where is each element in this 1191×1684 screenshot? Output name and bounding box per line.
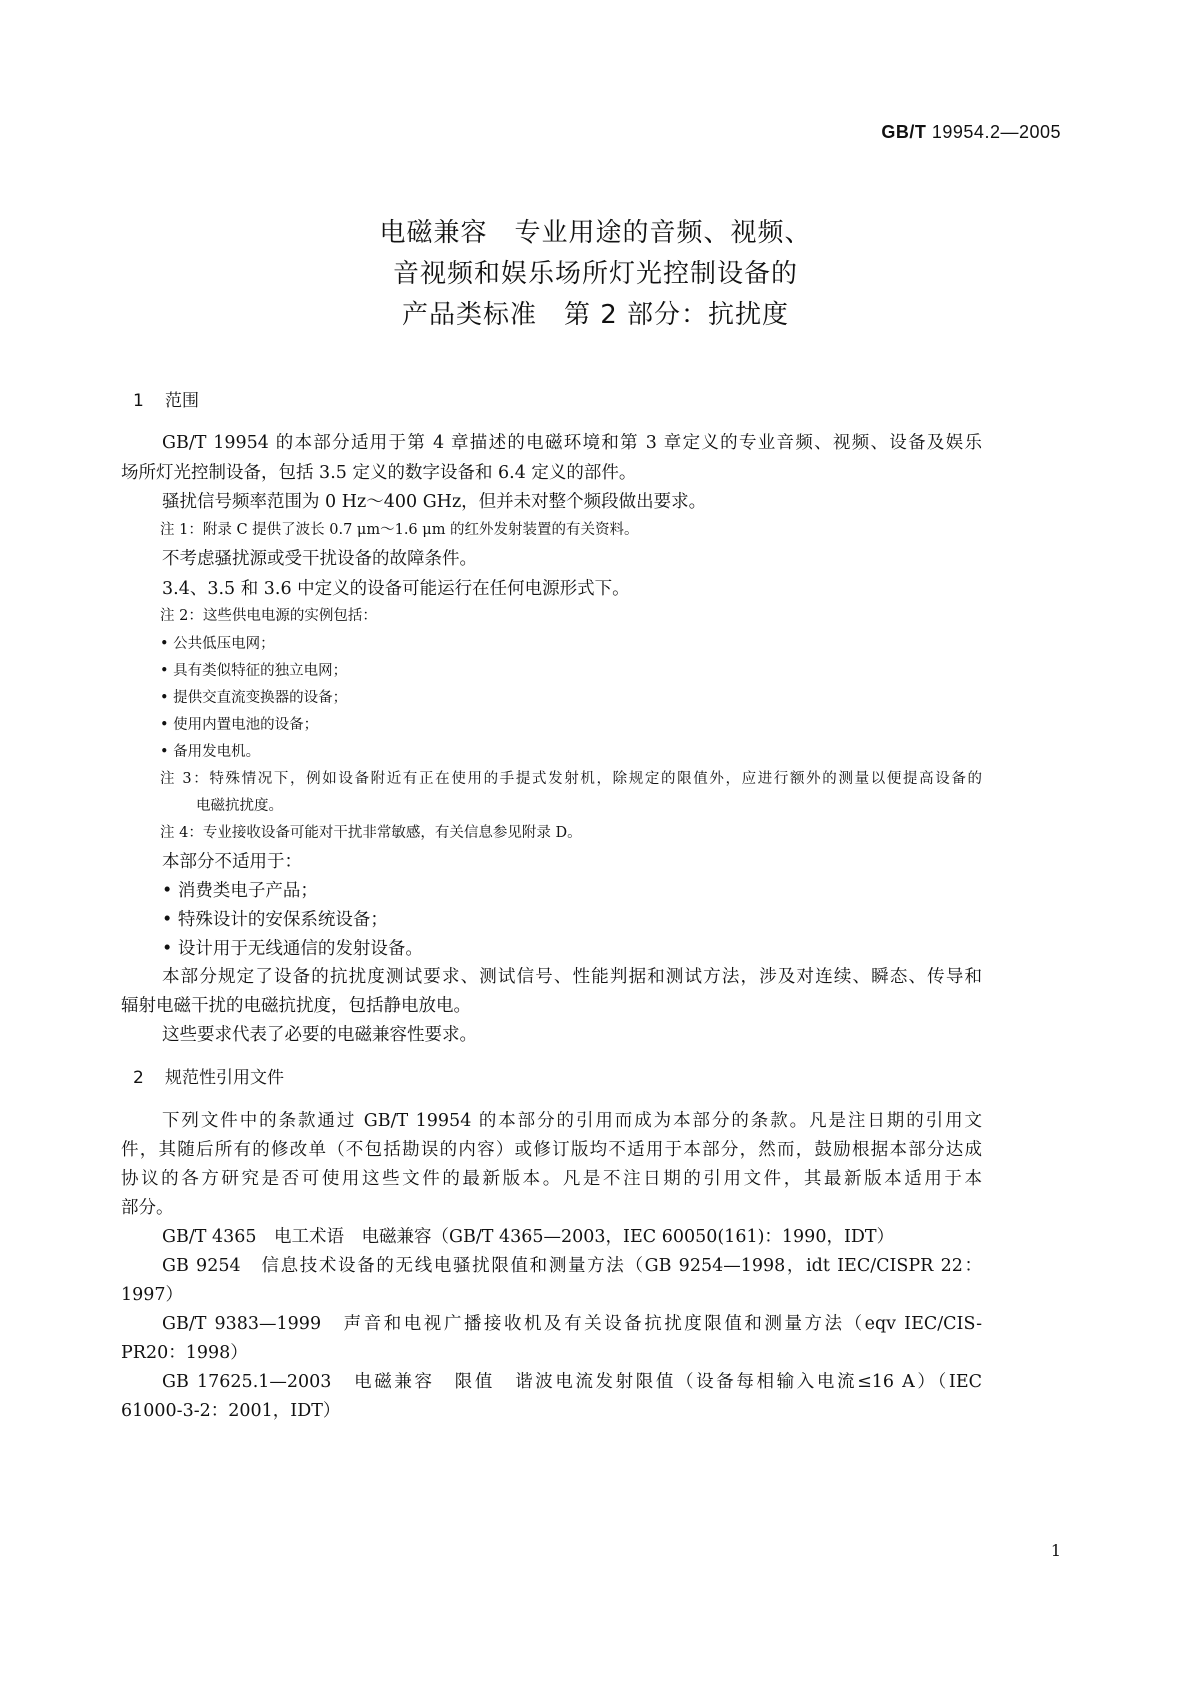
list-item: • 备用发电机。: [160, 744, 261, 760]
section-number: 2: [133, 1068, 144, 1088]
title-line-3: 产品类标准 第 2 部分：抗扰度: [401, 300, 790, 330]
document-number: [881, 122, 1061, 143]
section-number: 1: [133, 391, 144, 411]
list-item: • 特殊设计的安保系统设备；: [162, 910, 388, 930]
reference-item: 61000-3-2：2001，IDT）: [121, 1401, 341, 1421]
list-item: • 使用内置电池的设备；: [160, 717, 319, 733]
reference-item: PR20：1998）: [121, 1343, 248, 1363]
list-item: • 设计用于无线通信的发射设备。: [162, 939, 423, 959]
paragraph: 本部分规定了设备的抗扰度测试要求、测试信号、性能判据和测试方法，涉及对连续、瞬态、传导和: [162, 967, 982, 987]
section-title: 规范性引用文件: [165, 1068, 284, 1088]
paragraph: 不考虑骚扰源或受干扰设备的故障条件。: [162, 549, 477, 569]
standard-number: 19954.2—2005: [931, 122, 1061, 142]
section-2-heading: [133, 1063, 284, 1088]
page-number: 1: [1050, 1541, 1061, 1560]
paragraph: 这些要求代表了必要的电磁兼容性要求。: [162, 1025, 477, 1045]
title-line-2: 音视频和娱乐场所灯光控制设备的: [392, 259, 798, 289]
note: 注 3：特殊情况下，例如设备附近有正在使用的手提式发射机，除规定的限值外，应进行额外的测量以便提高设备的: [160, 771, 982, 787]
note: 注 4：专业接收设备可能对干扰非常敏感，有关信息参见附录 D。: [160, 825, 582, 841]
reference-item: GB/T 9383—1999 声音和电视广播接收机及有关设备抗扰度限值和测量方法（eqv IEC/CIS-: [162, 1314, 982, 1334]
paragraph: 件，其随后所有的修改单（不包括勘误的内容）或修订版均不适用于本部分，然而，鼓励根据本部分达成: [121, 1140, 982, 1160]
reference-item: GB 9254 信息技术设备的无线电骚扰限值和测量方法（GB 9254—1998，idt IEC/CISPR 22：: [162, 1256, 982, 1276]
paragraph: GB/T 19954 的本部分适用于第 4 章描述的电磁环境和第 3 章定义的专业音频、视频、设备及娱乐: [162, 433, 982, 453]
section-1-heading: [133, 386, 199, 411]
note: 注 2：这些供电电源的实例包括：: [160, 608, 377, 624]
reference-item: GB/T 4365 电工术语 电磁兼容（GB/T 4365—2003，IEC 60050(161)：1990，IDT）: [162, 1227, 895, 1247]
paragraph: 辐射电磁干扰的电磁抗扰度，包括静电放电。: [121, 996, 471, 1016]
title-line-1: 电磁兼容 专业用途的音频、视频、: [379, 218, 812, 248]
paragraph: 场所灯光控制设备，包括 3.5 定义的数字设备和 6.4 定义的部件。: [121, 463, 637, 483]
standard-code: GB/T: [881, 122, 927, 142]
list-item: • 公共低压电网；: [160, 636, 275, 652]
note: 注 1：附录 C 提供了波长 0.7 μm～1.6 μm 的红外发射装置的有关资料。: [160, 522, 639, 538]
list-item: • 提供交直流变换器的设备；: [160, 690, 348, 706]
reference-item: GB 17625.1—2003 电磁兼容 限值 谐波电流发射限值（设备每相输入电流≤16 A）（IEC: [162, 1372, 982, 1392]
paragraph: 3.4、3.5 和 3.6 中定义的设备可能运行在任何电源形式下。: [162, 579, 630, 599]
list-item: • 消费类电子产品；: [162, 881, 318, 901]
reference-item: 1997）: [121, 1285, 184, 1305]
list-item: • 具有类似特征的独立电网；: [160, 663, 348, 679]
note: 电磁抗扰度。: [196, 798, 283, 814]
paragraph: 骚扰信号频率范围为 0 Hz～400 GHz，但并未对整个频段做出要求。: [162, 492, 707, 512]
paragraph: 部分。: [121, 1198, 174, 1218]
paragraph: 下列文件中的条款通过 GB/T 19954 的本部分的引用而成为本部分的条款。凡是注日期的引用文: [162, 1111, 982, 1131]
paragraph: 协议的各方研究是否可使用这些文件的最新版本。凡是不注日期的引用文件，其最新版本适用于本: [121, 1169, 982, 1189]
section-title: 范围: [165, 391, 199, 411]
paragraph: 本部分不适用于：: [162, 852, 302, 872]
